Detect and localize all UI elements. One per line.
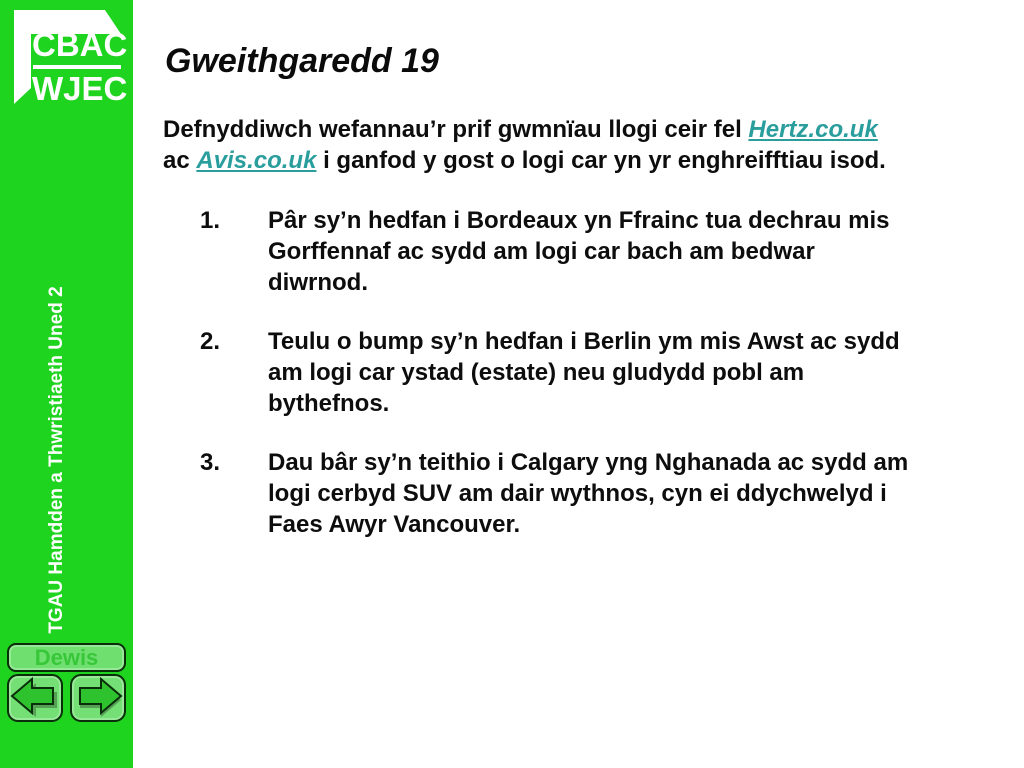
hertz-link[interactable]: Hertz.co.uk — [748, 116, 878, 143]
list-item-text: Teulu o bump sy’n hedfan i Berlin ym mis Awst ac sydd am logi car ystad (estate) neu gludydd pobl am bythefnos. — [268, 328, 900, 417]
arrow-right-icon — [72, 676, 124, 720]
logo-divider — [33, 65, 121, 69]
wjec-logo — [9, 4, 133, 116]
list-item-text: Dau bâr sy’n teithio i Calgary yng Nghanada ac sydd am logi cerbyd SUV am dair wythnos, cyn ei ddychwelyd i Faes Awyr Vancouver. — [268, 449, 909, 538]
intro-paragraph — [163, 114, 973, 176]
list-item — [200, 326, 970, 419]
logo-text-cbac: CBAC — [32, 26, 128, 63]
numbered-list — [200, 205, 970, 568]
sidebar — [0, 0, 133, 768]
arrow-left-icon — [9, 676, 61, 720]
list-item-text: Pâr sy’n hedfan i Bordeaux yn Ffrainc tua dechrau mis Gorffennaf ac sydd am logi car bach am bedwar diwrnod. — [268, 207, 890, 296]
intro-text-2: ac — [163, 147, 197, 174]
list-item — [200, 205, 970, 298]
list-item-number: 1. — [200, 207, 221, 234]
back-button[interactable] — [7, 674, 63, 722]
intro-text-3: i ganfod y gost o logi car yn yr enghreifftiau isod. — [316, 147, 886, 174]
avis-link[interactable]: Avis.co.uk — [196, 147, 317, 174]
dewis-button[interactable]: Dewis — [7, 643, 126, 672]
intro-text-1: Defnyddiwch wefannau’r prif gwmnïau llogi ceir fel — [163, 116, 749, 143]
list-item-number: 3. — [200, 449, 221, 476]
page-title: Gweithgaredd 19 — [165, 42, 439, 80]
list-item-number: 2. — [200, 328, 221, 355]
list-item — [200, 447, 970, 540]
course-label: TGAU Hamdden a Thwristiaeth Uned 2 — [46, 286, 67, 634]
logo-text-wjec: WJEC — [32, 70, 128, 107]
forward-button[interactable] — [70, 674, 126, 722]
